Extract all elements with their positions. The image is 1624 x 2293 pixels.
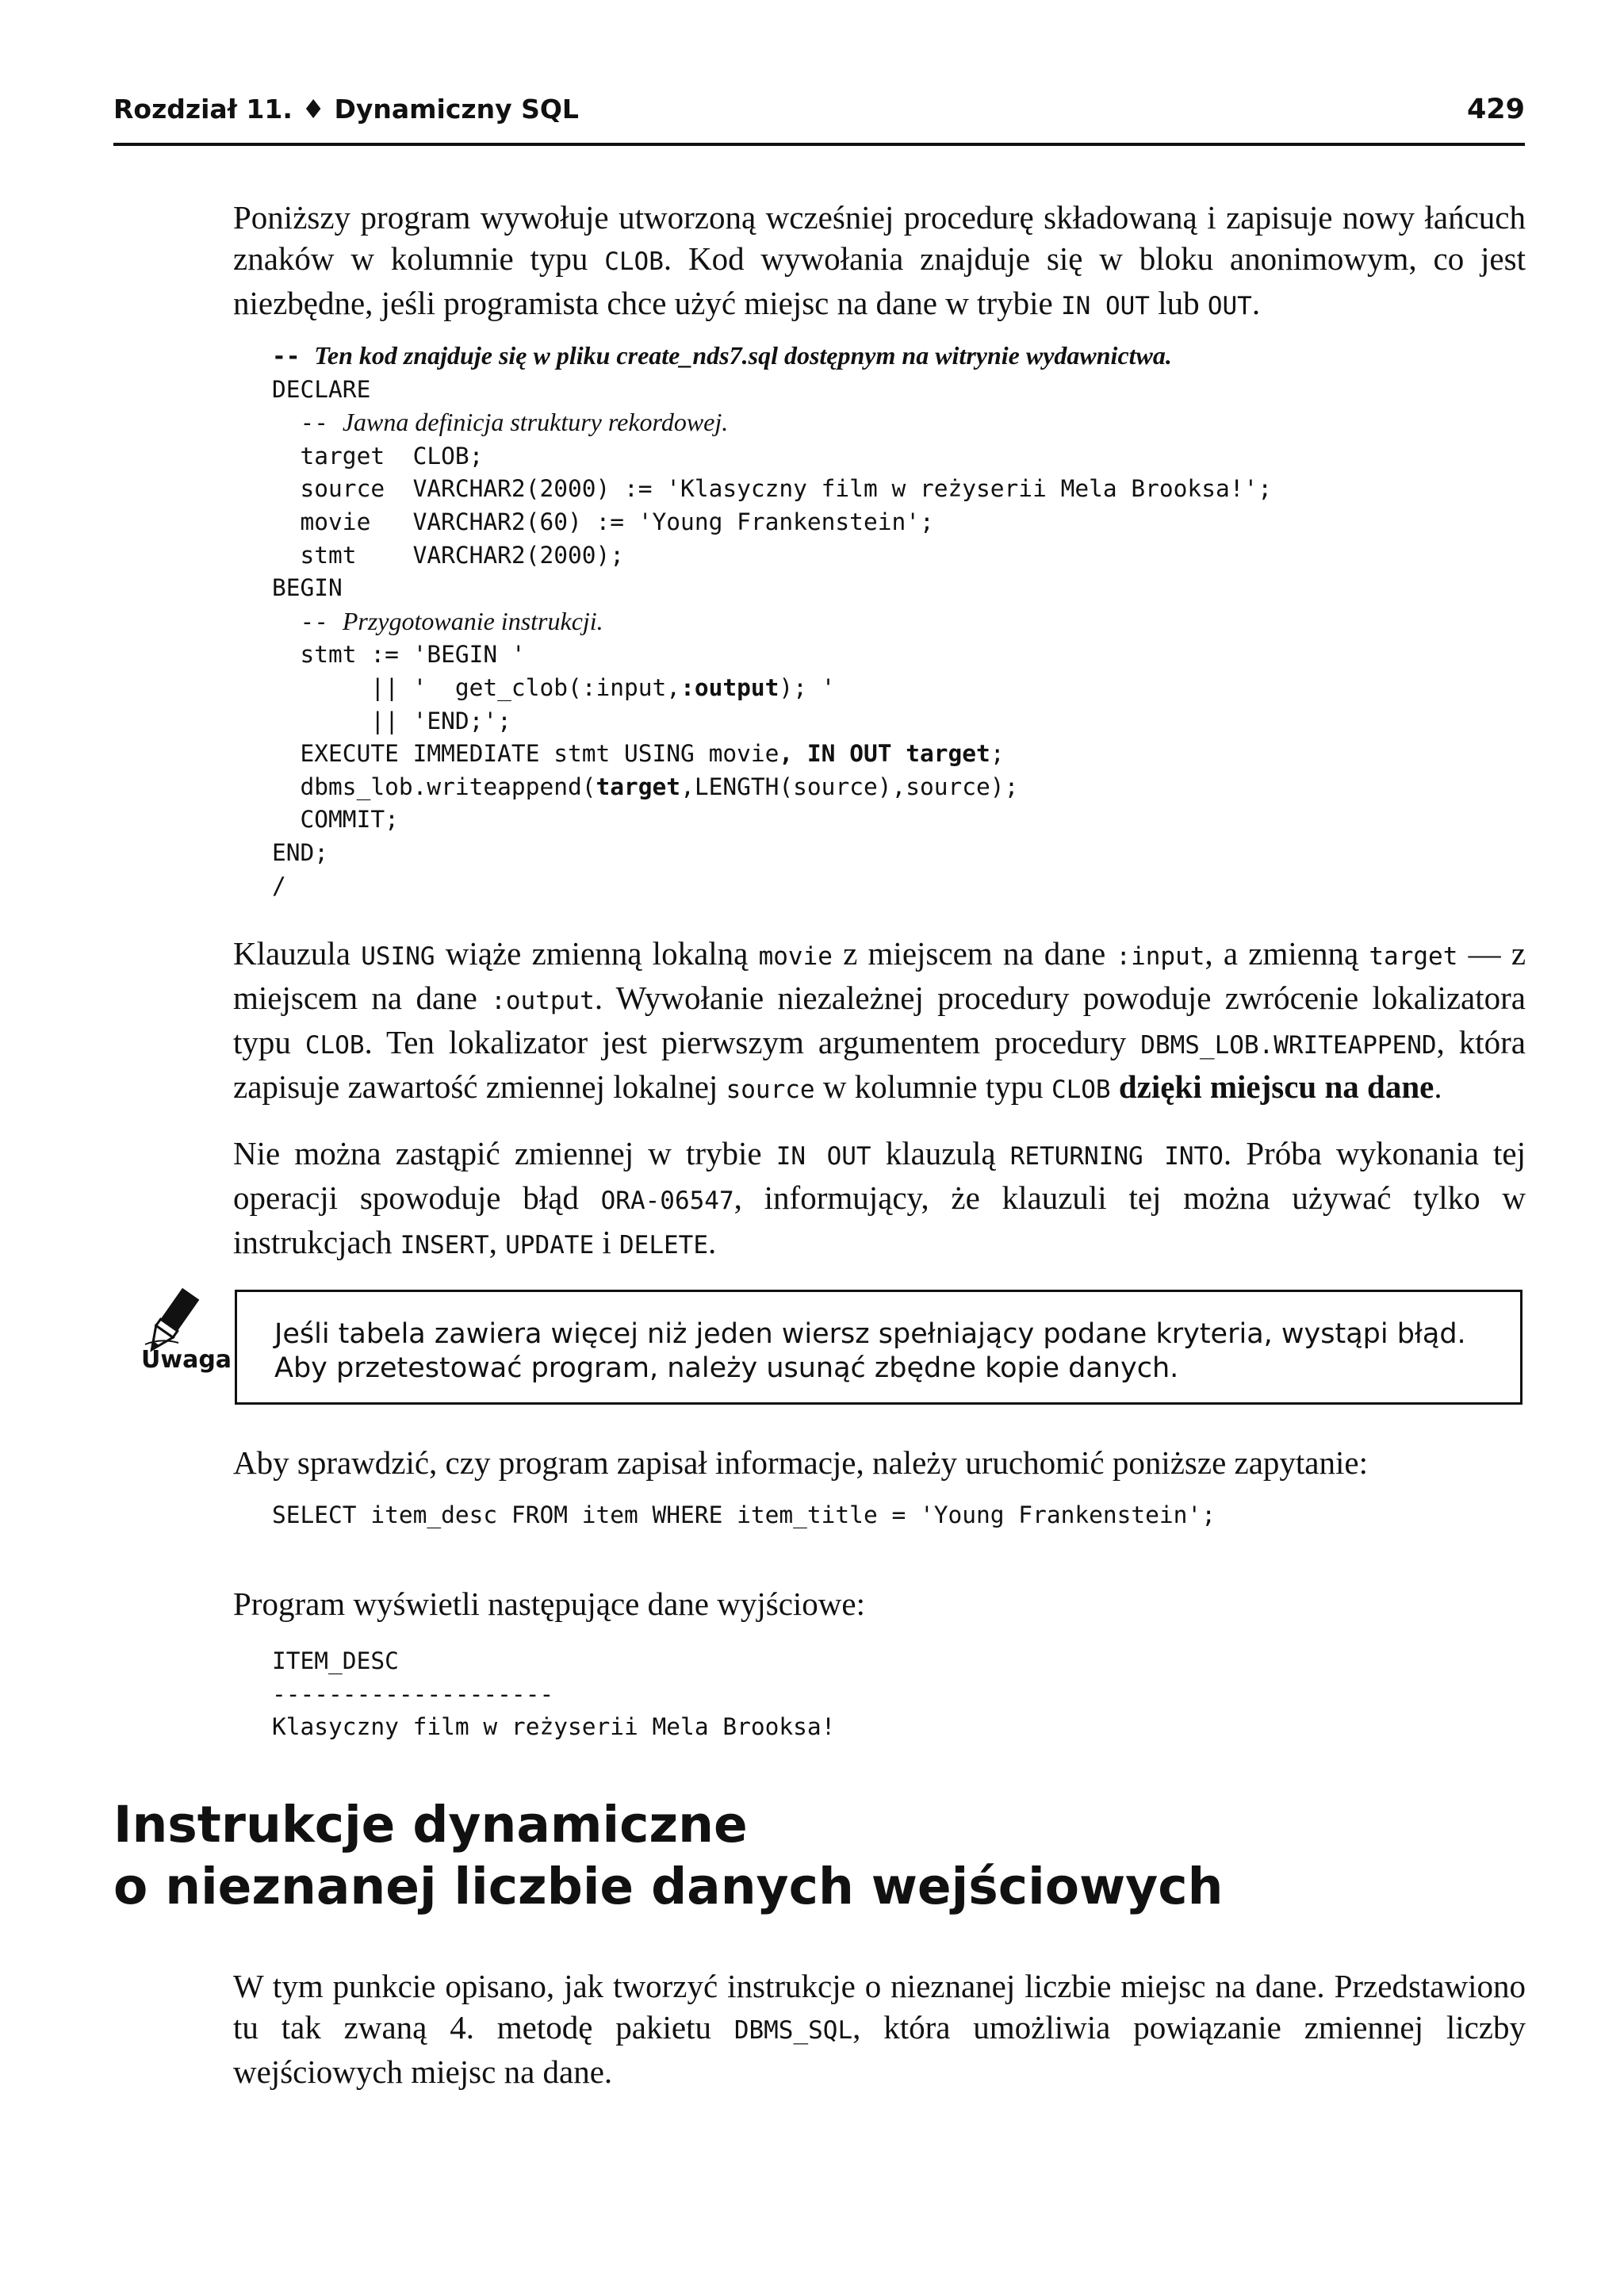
code-line: / (272, 872, 286, 899)
heading-line: o nieznanej liczbie danych wejściowych (113, 1858, 1224, 1915)
code-term: IN OUT (1060, 292, 1150, 320)
query-code: SELECT item_desc FROM item WHERE item_title = 'Young Frankenstein'; (272, 1501, 1216, 1528)
code-comment: Ten kod znajduje się w pliku create_nds7.sql dostępnym na witrynie wydawnictwa. (314, 341, 1172, 370)
note-box (235, 1290, 1522, 1405)
code-line: target CLOB; (272, 442, 484, 470)
code-term: DBMS_SQL (733, 2016, 853, 2045)
comment-dash: -- (272, 608, 343, 635)
query-intro-paragraph: Aby sprawdzić, czy program zapisał informacje, należy uruchomić poniższe zapytanie: (233, 1444, 1368, 1481)
using-paragraph (233, 933, 1526, 1110)
code-line (272, 672, 1272, 705)
comment-dash: -- (272, 343, 315, 370)
text-run: . (1251, 285, 1261, 321)
text-run: Poniższy program wywołuje utworzoną wcześniej procedurę składowaną i zapisuje nowy łańcuch znaków w kolumnie typu (233, 199, 1526, 277)
text-run: . Wywołanie niezależnej procedury powoduje zwrócenie lokalizatora typu (233, 980, 1526, 1060)
code-line (272, 339, 1272, 374)
code-term: OUT (1207, 292, 1252, 320)
code-line (272, 771, 1272, 804)
code-run: || ' get_clob(:input, (272, 673, 681, 701)
code-term: UPDATE (505, 1231, 595, 1260)
text-run: , informujący, że klauzuli tej można używać tylko w instrukcjach (233, 1179, 1526, 1260)
comment-dash: -- (272, 409, 343, 437)
code-term: DELETE (619, 1231, 708, 1260)
code-term: target (1369, 942, 1458, 971)
text-run: — z miejscem na dane (233, 935, 1526, 1016)
text-run: Klauzula (233, 935, 362, 972)
code-line (272, 605, 1272, 639)
code-term: :input (1116, 942, 1205, 971)
code-bold: , IN OUT target (779, 740, 990, 768)
code-term: DBMS_LOB.WRITEAPPEND (1140, 1031, 1437, 1060)
code-line: Klasyczny film w reżyserii Mela Brooksa! (272, 1713, 836, 1741)
text-run: W tym punkcie opisano, jak tworzyć instrukcje o nieznanej liczbie miejsc na dane. Przedstawiono tu tak zwaną 4. metodę pakietu (233, 1968, 1526, 2046)
text-run (1111, 1068, 1119, 1105)
code-term: movie (758, 942, 833, 971)
code-term: ORA-06547 (600, 1187, 734, 1215)
returning-paragraph (233, 1133, 1526, 1266)
pencil-icon (113, 1287, 216, 1390)
code-term: INSERT (400, 1231, 489, 1260)
text-run: . (708, 1224, 717, 1260)
code-term: RETURNING INTO (1009, 1142, 1224, 1171)
text-run: . Kod wywołania znajduje się w bloku anonimowym, co jest niezbędne, jeśli programista chce użyć miejsc na dane w trybie (233, 240, 1526, 321)
code-bold: :output (680, 673, 779, 701)
code-line: COMMIT; (272, 806, 399, 834)
code-comment: Jawna definicja struktury rekordowej. (342, 408, 729, 437)
text-run: , (488, 1224, 506, 1260)
code-line: || 'END;'; (272, 707, 511, 734)
text-run: i (594, 1224, 620, 1260)
text-run: . (1434, 1068, 1442, 1105)
code-bold: target (596, 773, 681, 800)
code-comment: Przygotowanie instrukcji. (342, 606, 603, 635)
code-term: USING (361, 942, 435, 971)
code-run: ); ' (779, 673, 836, 701)
code-run: dbms_lob.writeappend( (272, 773, 596, 800)
code-line: stmt VARCHAR2(2000); (272, 541, 625, 569)
code-line: source VARCHAR2(2000) := 'Klasyczny film w reżyserii Mela Brooksa!'; (272, 475, 1272, 503)
text-run: lub (1149, 285, 1208, 321)
running-header (113, 94, 1525, 146)
text-run: Nie można zastąpić zmiennej w trybie (233, 1135, 776, 1171)
code-term: :output (491, 987, 595, 1015)
page-number: 429 (1466, 94, 1525, 125)
text-run: w kolumnie typu (814, 1068, 1051, 1105)
note-text: Jeśli tabela zawiera więcej niż jeden wiersz spełniający podane kryteria, wystąpi błąd. Aby przetestować program, należy usunąć zbędne kopie danych. (274, 1318, 1466, 1384)
text-run: . Ten lokalizator jest pierwszym argumentem procedury (364, 1024, 1141, 1060)
text-run: . Próba wykonania tej operacji spowoduje błąd (233, 1135, 1526, 1216)
section-heading (113, 1794, 1223, 1918)
code-line: ITEM_DESC (272, 1647, 399, 1674)
text-run: wiąże zmienną lokalną (435, 935, 759, 972)
code-line (272, 738, 1272, 771)
section-paragraph (233, 1965, 1526, 2092)
code-term: CLOB (304, 1031, 365, 1060)
text-run: klauzulą (871, 1135, 1010, 1171)
intro-paragraph (233, 197, 1526, 327)
output-code (272, 1645, 835, 1744)
code-line: movie VARCHAR2(60) := 'Young Frankenstein'; (272, 508, 934, 535)
note-label: Uwaga (141, 1346, 232, 1374)
text-run: , która umożliwia powiązanie zmiennej liczby wejściowych miejsc na dane. (233, 2009, 1526, 2090)
text-run: , która zapisuje zawartość zmiennej lokalnej (233, 1024, 1526, 1105)
code-line: stmt := 'BEGIN ' (272, 641, 526, 669)
code-run: ; (990, 740, 1005, 768)
code-term: CLOB (604, 247, 664, 276)
code-run: EXECUTE IMMEDIATE stmt USING movie (272, 740, 779, 768)
code-listing (272, 339, 1272, 903)
code-line: BEGIN (272, 574, 343, 602)
code-run: ,LENGTH(source),source); (680, 773, 1019, 800)
code-line: DECLARE (272, 375, 371, 403)
bold-term: dzięki miejscu na dane (1118, 1068, 1434, 1105)
code-term: CLOB (1051, 1076, 1111, 1104)
text-run: , a zmienną (1205, 935, 1369, 972)
code-term: IN OUT (776, 1142, 871, 1171)
code-line: END; (272, 838, 329, 866)
code-line (272, 406, 1272, 440)
code-line: -------------------- (272, 1680, 554, 1708)
text-run: z miejscem na dane (832, 935, 1116, 972)
chapter-title: Rozdział 11. ♦ Dynamiczny SQL (113, 94, 579, 125)
output-intro-paragraph: Program wyświetli następujące dane wyjściowe: (233, 1586, 865, 1622)
heading-line: Instrukcje dynamiczne (113, 1796, 748, 1854)
code-term: source (726, 1076, 815, 1104)
